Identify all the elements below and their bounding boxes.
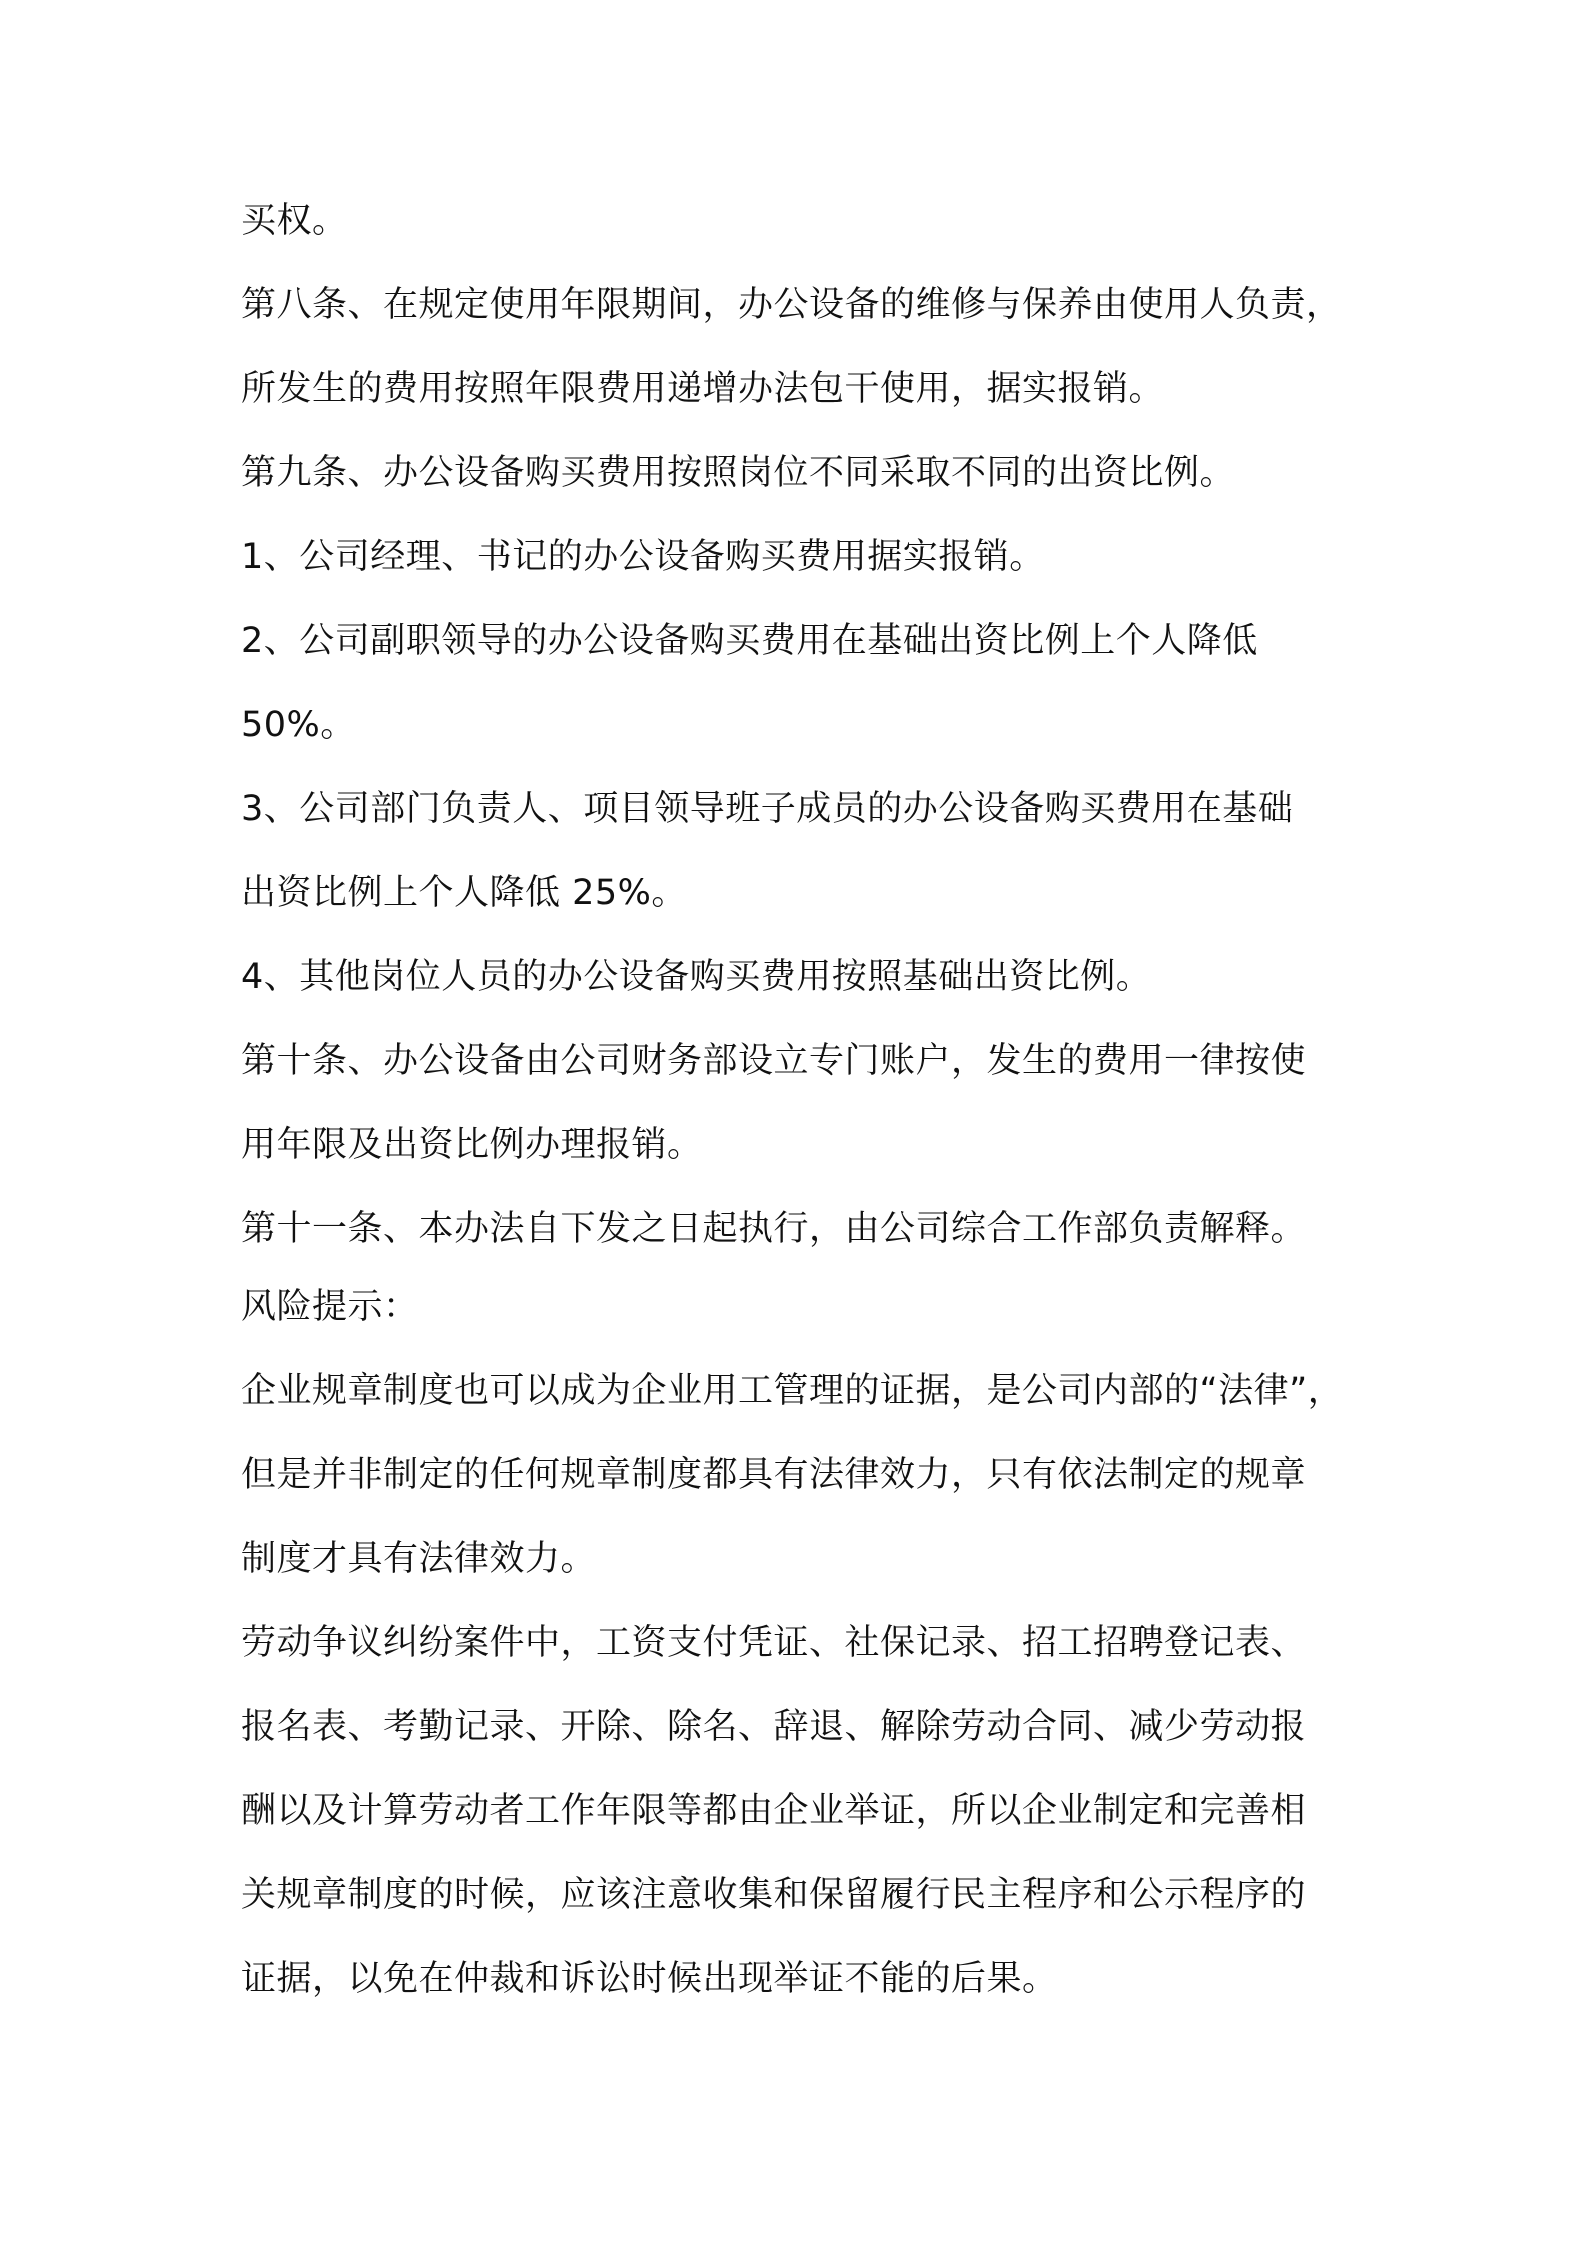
text-line: 报名表、考勤记录、开除、除名、辞退、解除劳动合同、减少劳动报 — [241, 1707, 1307, 1747]
text-line: 50%。 — [241, 705, 356, 745]
document-body — [241, 200, 1391, 2042]
text-line: 酬以及计算劳动者工作年限等都由企业举证，所以企业制定和完善相 — [241, 1791, 1307, 1831]
text-line: 但是并非制定的任何规章制度都具有法律效力，只有依法制定的规章 — [241, 1455, 1307, 1495]
text-line: 3、公司部门负责人、项目领导班子成员的办公设备购买费用在基础 — [241, 789, 1294, 829]
text-line: 1、公司经理、书记的办公设备购买费用据实报销。 — [241, 537, 1045, 577]
text-line: 用年限及出资比例办理报销。 — [241, 1125, 703, 1165]
text-line: 2、公司副职领导的办公设备购买费用在基础出资比例上个人降低 — [241, 621, 1258, 661]
text-line: 第八条、在规定使用年限期间，办公设备的维修与保养由使用人负责， — [241, 285, 1342, 325]
text-line: 劳动争议纠纷案件中，工资支付凭证、社保记录、招工招聘登记表、 — [241, 1623, 1307, 1663]
text-line: 制度才具有法律效力。 — [241, 1539, 597, 1579]
text-line: 出资比例上个人降低 25%。 — [241, 873, 687, 913]
text-line: 第十一条、本办法自下发之日起执行，由公司综合工作部负责解释。 — [241, 1209, 1307, 1249]
text-line: 证据，以免在仲裁和诉讼时候出现举证不能的后果。 — [241, 1959, 1058, 1999]
text-line: 企业规章制度也可以成为企业用工管理的证据，是公司内部的“法律”， — [241, 1371, 1344, 1411]
text-line: 买权。 — [241, 201, 348, 241]
text-line: 关规章制度的时候，应该注意收集和保留履行民主程序和公示程序的 — [241, 1875, 1307, 1915]
text-line: 所发生的费用按照年限费用递增办法包干使用，据实报销。 — [241, 369, 1165, 409]
text-line: 4、其他岗位人员的办公设备购买费用按照基础出资比例。 — [241, 957, 1152, 997]
text-line: 第九条、办公设备购买费用按照岗位不同采取不同的出资比例。 — [241, 453, 1236, 493]
text-line: 风险提示： — [241, 1287, 419, 1327]
text-line: 第十条、办公设备由公司财务部设立专门账户，发生的费用一律按使 — [241, 1041, 1307, 1081]
